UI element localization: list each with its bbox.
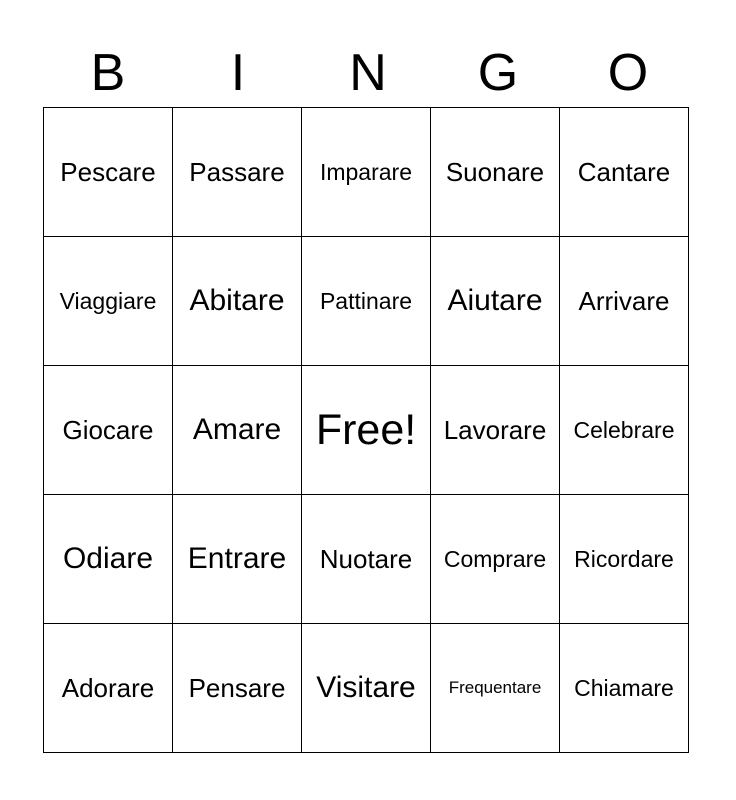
bingo-header — [43, 40, 693, 106]
bingo-cell[interactable]: Imparare — [302, 108, 431, 237]
bingo-cell[interactable]: Cantare — [560, 108, 689, 237]
bingo-board — [43, 107, 689, 753]
bingo-cell[interactable]: Comprare — [431, 495, 560, 624]
bingo-cell[interactable]: Celebrare — [560, 366, 689, 495]
bingo-cell[interactable]: Visitare — [302, 624, 431, 753]
bingo-cell[interactable]: Abitare — [173, 237, 302, 366]
bingo-cell[interactable]: Lavorare — [431, 366, 560, 495]
bingo-cell[interactable]: Nuotare — [302, 495, 431, 624]
header-letter-i: I — [230, 44, 246, 102]
bingo-cell[interactable]: Amare — [173, 366, 302, 495]
bingo-cell[interactable]: Chiamare — [560, 624, 689, 753]
bingo-cell[interactable]: Ricordare — [560, 495, 689, 624]
bingo-cell[interactable]: Pescare — [44, 108, 173, 237]
free-space-cell[interactable]: Free! — [302, 366, 431, 495]
bingo-cell[interactable]: Aiutare — [431, 237, 560, 366]
bingo-cell[interactable]: Pattinare — [302, 237, 431, 366]
bingo-cell[interactable]: Suonare — [431, 108, 560, 237]
header-letter-b: B — [90, 44, 126, 102]
bingo-cell[interactable]: Viaggiare — [44, 237, 173, 366]
bingo-cell[interactable]: Odiare — [44, 495, 173, 624]
bingo-cell[interactable]: Frequentare — [431, 624, 560, 753]
bingo-cell[interactable]: Entrare — [173, 495, 302, 624]
bingo-cell[interactable]: Passare — [173, 108, 302, 237]
header-letter-g: G — [477, 44, 519, 102]
bingo-cell[interactable]: Adorare — [44, 624, 173, 753]
bingo-cell[interactable]: Arrivare — [560, 237, 689, 366]
header-letter-o: O — [607, 44, 649, 102]
bingo-cell[interactable]: Pensare — [173, 624, 302, 753]
header-letter-n: N — [349, 44, 387, 102]
bingo-cell[interactable]: Giocare — [44, 366, 173, 495]
